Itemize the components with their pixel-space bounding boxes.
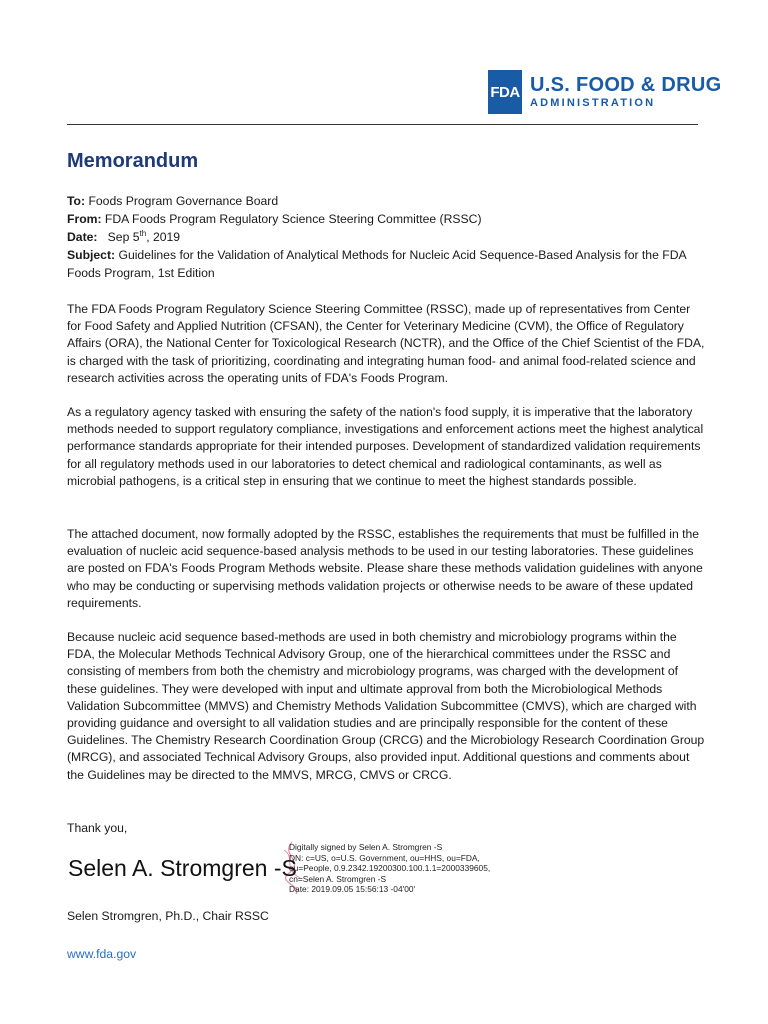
- from-row: [67, 210, 707, 228]
- signature-name: Selen A. Stromgren -S: [68, 855, 297, 881]
- date-year: , 2019: [146, 230, 181, 244]
- sig-line: Digitally signed by Selen A. Stromgren -S: [289, 842, 443, 852]
- fda-logo-mark: FDA: [488, 70, 522, 114]
- logo-line-1: U.S. FOOD & DRUG: [530, 74, 722, 96]
- to-row: [67, 192, 707, 210]
- body-paragraph-4: Because nucleic acid sequence based-methods are used in both chemistry and microbiology programs within the FDA, the Molecular Methods Technical Advisory Group, one of the hierarchical committees under the RSSC and consisting of members from both the chemistry and microbiology programs, was charged with the development of these guidelines. They were developed with input and ultimate approval from both the Microbiological Methods Validation Subcommittee (MMVS) and Chemistry Methods Validation Subcommittee (CMVS), which are charged with providing guidance and oversight to all validation studies and are principally responsible for the content of these Guidelines. The Chemistry Research Coordination Group (CRCG) and the Microbiology Research Coordination Group (MRCG), and associated Technical Advisory Groups, also provided input. Additional questions and comments about the Guidelines may be directed to the MMVS, MRCG, CMVS or CRCG.: [67, 630, 705, 782]
- from-label: From:: [67, 212, 102, 226]
- from-value: FDA Foods Program Regulatory Science Steering Committee (RSSC): [104, 212, 482, 226]
- fda-logo-wordmark: [530, 70, 721, 114]
- memo-header-fields: [67, 192, 707, 282]
- digital-signature-details: [289, 842, 490, 895]
- fda-logo: [488, 70, 721, 114]
- subject-row: [67, 246, 707, 282]
- fda-website-link[interactable]: www.fda.gov: [67, 947, 137, 961]
- date-value: [108, 230, 180, 244]
- to-value: Foods Program Governance Board: [88, 194, 279, 208]
- date-day: Sep 5: [107, 230, 140, 244]
- body-paragraph-1: The FDA Foods Program Regulatory Science Steering Committee (RSSC), made up of representatives from Center for Food Safety and Applied Nutrition (CFSAN), the Center for Veterinary Medicine (CVM), the Office of Regulatory Affairs (ORA), the National Center for Toxicological Research (NCTR), and the Office of the Chief Scientist of the FDA, is charged with the task of prioritizing, coordinating and integrating human food- and animal food-related science and research activities across the operating units of FDA's Foods Program.: [67, 302, 705, 385]
- date-row: [67, 228, 707, 246]
- sig-line: ou=People, 0.9.2342.19200300.100.1.1=2000339605,: [289, 863, 491, 874]
- subject-value: Guidelines for the Validation of Analytical Methods for Nucleic Acid Sequence-Based Analysis for the FDA Foods Program, 1st Edition: [67, 248, 686, 280]
- date-label: Date:: [67, 230, 98, 244]
- logo-line-2: ADMINISTRATION: [530, 97, 656, 109]
- body-paragraph-2: As a regulatory agency tasked with ensuring the safety of the nation's food supply, it is imperative that the laboratory methods needed to support regulatory compliance, investigations and enforcement actions meet the highest analytical performance standards appropriate for their intended purposes. Development of standardized validation requirements for all regulatory methods used in our laboratories to detect chemical and radiological contaminants, as well as microbial pathogens, is a critical step in ensuring that we continue to meet the highest standards possible.: [67, 405, 704, 488]
- sig-line: Date: 2019.09.05 15:56:13 -04'00': [289, 884, 416, 895]
- signer-name-title: Selen Stromgren, Ph.D., Chair RSSC: [67, 909, 269, 923]
- sig-line: cn=Selen A. Stromgren -S: [289, 873, 387, 884]
- closing-thanks: Thank you,: [67, 821, 128, 835]
- date-ordinal: th: [139, 228, 147, 238]
- header-divider: [67, 124, 698, 125]
- to-label: To:: [67, 194, 86, 208]
- memo-title: Memorandum: [67, 150, 199, 172]
- subject-label: Subject:: [67, 248, 116, 262]
- body-paragraph-3: The attached document, now formally adopted by the RSSC, establishes the requirements that must be fulfilled in the evaluation of nucleic acid sequence-based analysis methods to be used in our testing laboratories. These guidelines are posted on FDA's Foods Program Methods website. Please share these methods validation guidelines with anyone who may be conducting or supervising methods validation projects or otherwise needs to be aware of these updated requirements.: [67, 527, 703, 610]
- sig-line: DN: c=US, o=U.S. Government, ou=HHS, ou=FDA,: [289, 852, 480, 863]
